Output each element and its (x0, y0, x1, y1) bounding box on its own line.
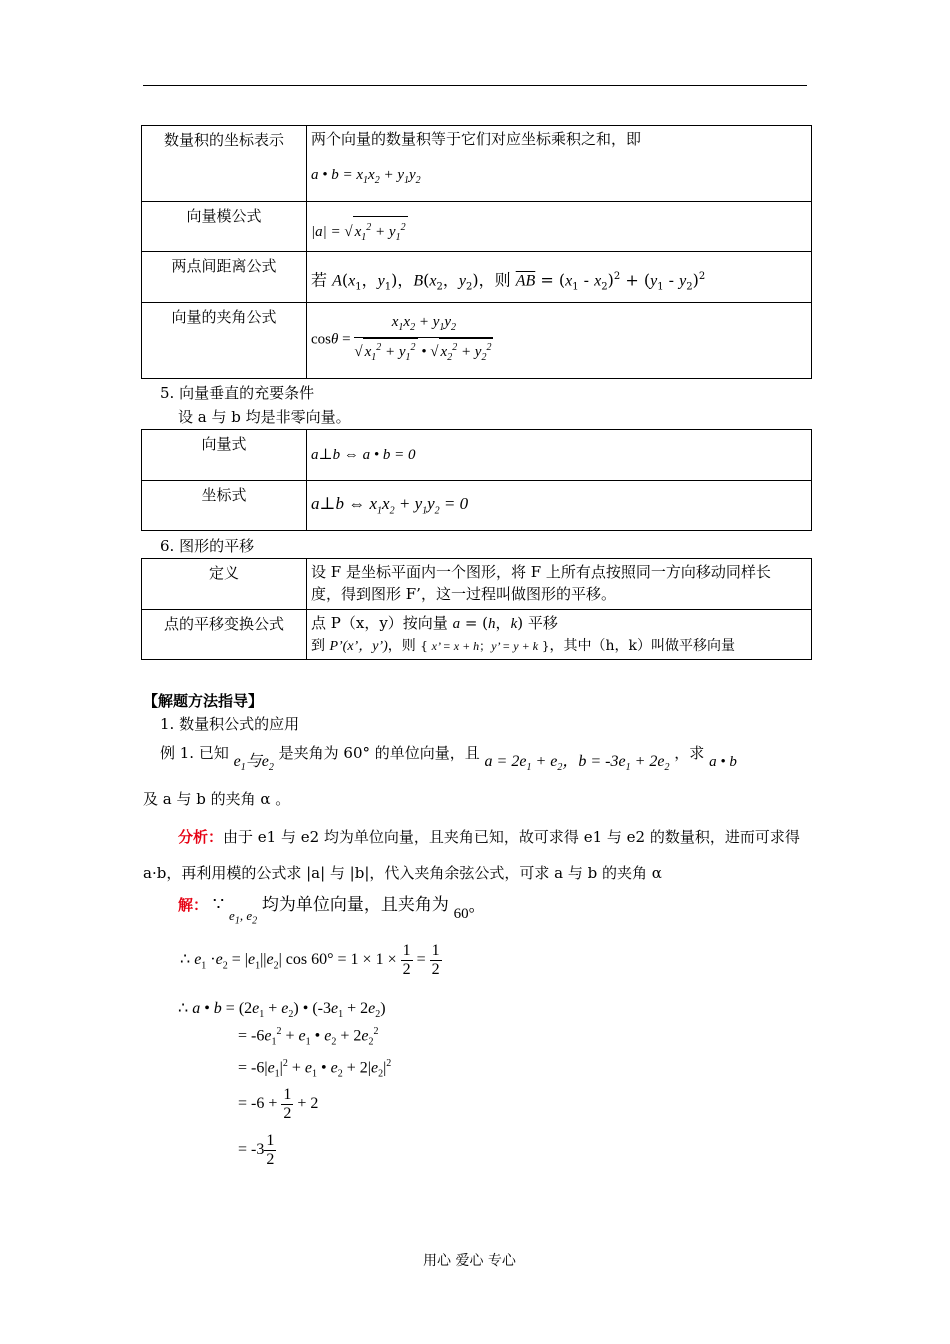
method-title: 【解题方法指导】 (143, 692, 264, 710)
solution-label: 解： (178, 896, 209, 914)
step-2: ∴ a • $b = (2e_1 + e_2)$ • $(-3e_1 + 2e_2)$ (178, 1000, 386, 1021)
section-6-heading: 6. 图形的平移 (160, 537, 255, 555)
header-rule (143, 85, 807, 86)
row-label: 向量模公式 (142, 202, 307, 252)
formula-table-3 (141, 558, 812, 660)
definition-line-1: 设 F 是坐标平面内一个图形，将 F 上所有点按照同一方向移动同样长 (311, 563, 771, 581)
row-content (307, 126, 812, 202)
row-label: 两点间距离公式 (142, 252, 307, 303)
translation-line-1: 点 P（x，y）按向量 a = (h，k) 平移 (311, 614, 558, 632)
example-line-1: 例 1. 已知 $e_1$与$e_2$ 是夹角为 60° 的单位向量，且 $a = 2e_1 + e_2$，$b = -3e_1 + 2e_2$ ，求 a • b (160, 744, 737, 774)
step-4: = $-6|e_1|^2 + e_1$ • $e_2 + 2|e_2|^2$ (238, 1058, 392, 1080)
row-label: 向量的夹角公式 (142, 303, 307, 379)
example-lead: 例 1. 已知 (160, 744, 229, 762)
example-line-2: 及 a 与 b 的夹角 α 。 (143, 790, 291, 808)
formula-table-2 (141, 429, 812, 531)
row-label: 数量积的坐标表示 (142, 126, 307, 202)
method-item-1: 1. 数量积公式的应用 (160, 715, 300, 733)
formula-perp-vector: a⊥b ⇔ a • b = 0 (311, 447, 416, 463)
row-label: 点的平移变换公式 (142, 610, 307, 660)
row-content (307, 610, 812, 660)
row-content (307, 481, 812, 531)
row-label: 定义 (142, 559, 307, 610)
analysis-line-1 (178, 826, 800, 847)
section-5-intro: 设 a 与 b 均是非零向量。 (178, 408, 351, 426)
row-content (307, 430, 812, 481)
step-3: = $-6e_1^2 + e_1$ • $e_2 + 2e_2^2$ (238, 1026, 379, 1048)
formula-table-1 (141, 125, 812, 379)
analysis-label: 分析： (178, 828, 224, 846)
step-1: ∴ $e_1 \cdot e_2 = |e_1||e_2|$ cos 60° = 1 × 1 × $\frac{1}{2}$ = $\frac{1}{2}$ (180, 942, 440, 978)
formula-angle: cosθ = $\frac{x_1x_2 + y_1y_2}{√ x_1^2 + y_1^2 • √ x_2^2 + y_2^2}$ (311, 303, 811, 367)
formula-distance: 若 $A(x_1$，$y_1$)，$B(x_2$，$y_2$)，则 $\overline{AB} = (x_1 - x_2)^2 + (y_1 - y_2)^2$ (311, 270, 706, 293)
step-6: = -3 $\frac{1}{2}$ (238, 1132, 275, 1168)
analysis-line-2: a·b，再利用模的公式求 |a| 与 |b|，代入夹角余弦公式，可求 a 与 b 的夹角 α (143, 864, 662, 882)
section-5-heading: 5. 向量垂直的充要条件 (160, 384, 315, 402)
solution-text: 均为单位向量，且夹角为 (261, 895, 449, 915)
example-condition: 是夹角为 60° 的单位向量，且 (278, 744, 480, 762)
definition-line-2: 度，得到图形 F’，这一过程叫做图形的平移。 (311, 585, 616, 603)
row-content (307, 202, 812, 252)
row-label: 坐标式 (142, 481, 307, 531)
formula-perp-coord: a⊥b ⇔ $x_1x_2 + y_1y_2 = 0$ (311, 494, 469, 517)
row-text: 两个向量的数量积等于它们对应坐标乘积之和，即 (311, 130, 642, 148)
formula-dot-product: a • $b = x_1x_2 + y_1y_2$ (311, 167, 421, 186)
translation-line-2: 到 P’(x’，y’)，则 { x’ = x + h；y’ = y + k }，其中（h，k）叫做平移向量 (311, 638, 735, 654)
analysis-text: 由于 e1 与 e2 均为单位向量，且夹角已知，故可求得 e1 与 e2 的数量积，进而可求得 (223, 828, 800, 846)
solution-line: 解： ∵ $e_1$, $e_2$ 均为单位向量，且夹角为 60° (178, 894, 475, 927)
page-footer: 用心 爱心 专心 (423, 1253, 516, 1269)
solution-angle: 60° (453, 906, 475, 922)
row-content (307, 559, 812, 610)
formula-magnitude: |a| = √ $x_1^2 + y_1^2$ (311, 202, 811, 249)
row-content (307, 252, 812, 303)
step-5: = -6 + $\frac{1}{2}$ + 2 (238, 1086, 319, 1122)
row-label: 向量式 (142, 430, 307, 481)
example-ask: ，求 (674, 744, 705, 762)
row-content (307, 303, 812, 379)
